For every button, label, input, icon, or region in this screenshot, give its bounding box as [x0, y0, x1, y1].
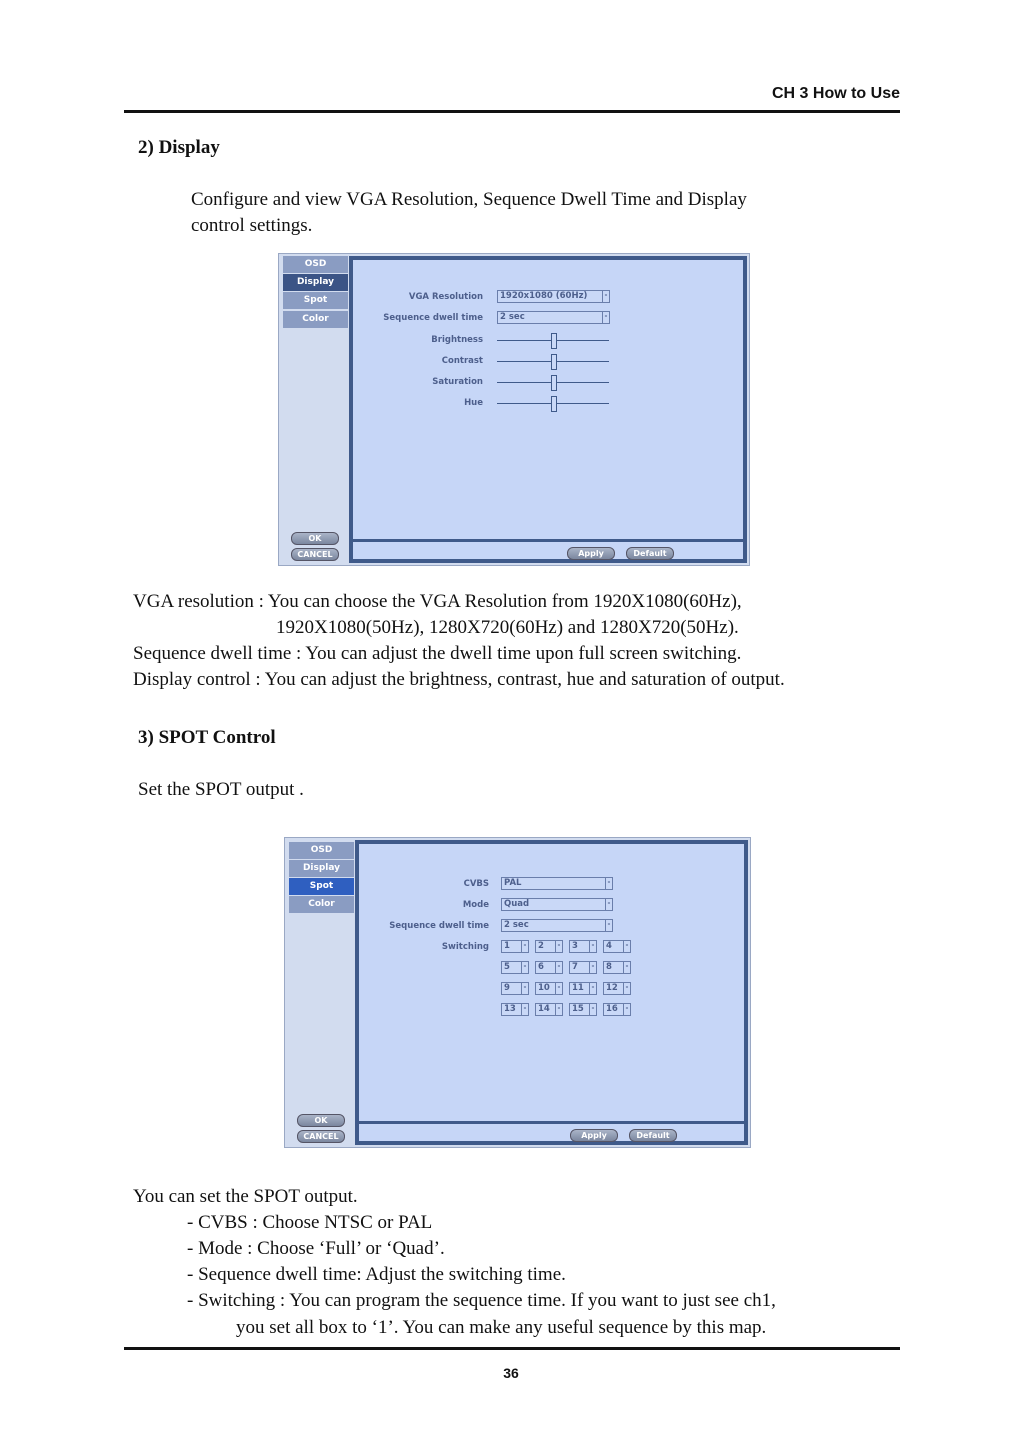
switching-value: 8: [606, 962, 612, 972]
chevron-down-icon: -: [521, 983, 528, 994]
contrast-slider[interactable]: [497, 361, 609, 362]
chevron-down-icon: -: [605, 899, 612, 910]
switching-select[interactable]: [603, 961, 631, 974]
default-button[interactable]: Default: [629, 1129, 677, 1142]
chevron-down-icon: -: [555, 962, 562, 973]
switching-value: 13: [504, 1004, 516, 1014]
chevron-down-icon: -: [602, 312, 609, 323]
switching-value: 14: [538, 1004, 550, 1014]
sidebar-item-osd[interactable]: OSD: [283, 256, 348, 273]
chevron-down-icon: -: [555, 941, 562, 952]
dwell-time-value: 2 sec: [500, 312, 525, 322]
chevron-down-icon: -: [521, 941, 528, 952]
switching-value: 9: [504, 983, 510, 993]
dwell-time-select[interactable]: [501, 919, 613, 932]
switching-select[interactable]: [501, 1003, 529, 1016]
sidebar-item-color[interactable]: Color: [283, 311, 348, 328]
dwell-time-label: Sequence dwell time: [389, 921, 489, 931]
hue-slider[interactable]: [497, 403, 609, 404]
chevron-down-icon: -: [555, 983, 562, 994]
slider-thumb[interactable]: [551, 354, 557, 370]
chevron-down-icon: -: [589, 962, 596, 973]
section-heading-display: 2) Display: [138, 137, 220, 158]
desc-vga-cont: 1920X1080(50Hz), 1280X720(60Hz) and 1280X720(50Hz).: [276, 617, 739, 638]
spot-settings-screenshot: [284, 837, 751, 1148]
spot-desc-switching-cont: you set all box to ‘1’. You can make any useful sequence by this map.: [236, 1317, 767, 1338]
switching-value: 6: [538, 962, 544, 972]
chevron-down-icon: -: [589, 1004, 596, 1015]
switching-value: 2: [538, 941, 544, 951]
switching-select[interactable]: [569, 1003, 597, 1016]
slider-thumb[interactable]: [551, 375, 557, 391]
switching-select[interactable]: [535, 961, 563, 974]
dwell-time-value: 2 sec: [504, 920, 529, 930]
panel-divider: [359, 1121, 744, 1124]
chapter-header: CH 3 How to Use: [771, 85, 900, 102]
sidebar-item-color[interactable]: Color: [289, 896, 354, 913]
chevron-down-icon: -: [623, 983, 630, 994]
switching-value: 7: [572, 962, 578, 972]
section-heading-spot: 3) SPOT Control: [138, 727, 276, 748]
cvbs-value: PAL: [504, 878, 522, 888]
ok-button[interactable]: OK: [291, 532, 339, 545]
switching-value: 15: [572, 1004, 584, 1014]
saturation-label: Saturation: [432, 377, 483, 387]
contrast-label: Contrast: [441, 356, 483, 366]
switching-value: 10: [538, 983, 550, 993]
dwell-time-label: Sequence dwell time: [383, 313, 483, 323]
sidebar-item-display[interactable]: Display: [283, 274, 348, 291]
chevron-down-icon: -: [605, 878, 612, 889]
switching-value: 5: [504, 962, 510, 972]
sidebar-item-osd[interactable]: OSD: [289, 842, 354, 859]
ok-button[interactable]: OK: [297, 1114, 345, 1127]
settings-panel: [349, 256, 747, 563]
spot-desc-cvbs: - CVBS : Choose NTSC or PAL: [187, 1212, 433, 1233]
vga-resolution-select[interactable]: [497, 290, 610, 303]
settings-panel: [355, 840, 748, 1145]
switching-select[interactable]: [535, 940, 563, 953]
sidebar-item-display[interactable]: Display: [289, 860, 354, 877]
switching-select[interactable]: [569, 961, 597, 974]
spot-desc-mode: - Mode : Choose ‘Full’ or ‘Quad’.: [187, 1238, 445, 1259]
panel-divider: [353, 539, 743, 542]
switching-select[interactable]: [603, 940, 631, 953]
switching-select[interactable]: [569, 940, 597, 953]
brightness-label: Brightness: [431, 335, 483, 345]
desc-display-control: Display control : You can adjust the brightness, contrast, hue and saturation of output.: [133, 669, 785, 690]
cvbs-label: CVBS: [463, 879, 489, 889]
display-intro-2: control settings.: [191, 215, 313, 236]
chevron-down-icon: -: [521, 1004, 528, 1015]
spot-desc-switching: - Switching : You can program the sequence time. If you want to just see ch1,: [187, 1290, 776, 1311]
brightness-slider[interactable]: [497, 340, 609, 341]
spot-desc-dwell: - Sequence dwell time: Adjust the switching time.: [187, 1264, 566, 1285]
switching-value: 12: [606, 983, 618, 993]
switching-value: 11: [572, 983, 584, 993]
display-settings-screenshot: [278, 253, 750, 566]
switching-select[interactable]: [535, 982, 563, 995]
saturation-slider[interactable]: [497, 382, 609, 383]
apply-button[interactable]: Apply: [570, 1129, 618, 1142]
switching-value: 16: [606, 1004, 618, 1014]
switching-value: 3: [572, 941, 578, 951]
chevron-down-icon: -: [589, 983, 596, 994]
switching-select[interactable]: [501, 982, 529, 995]
slider-thumb[interactable]: [551, 396, 557, 412]
chevron-down-icon: -: [555, 1004, 562, 1015]
switching-value: 1: [504, 941, 510, 951]
header-rule: [124, 110, 900, 113]
chevron-down-icon: -: [589, 941, 596, 952]
switching-select[interactable]: [603, 982, 631, 995]
chevron-down-icon: -: [602, 291, 609, 302]
cvbs-select[interactable]: [501, 877, 613, 890]
dwell-time-select[interactable]: [497, 311, 610, 324]
mode-select[interactable]: [501, 898, 613, 911]
spot-desc-intro: You can set the SPOT output.: [133, 1186, 358, 1207]
sidebar-item-spot[interactable]: Spot: [289, 878, 354, 895]
sidebar-item-spot[interactable]: Spot: [283, 292, 348, 309]
chevron-down-icon: -: [623, 941, 630, 952]
cancel-button[interactable]: CANCEL: [297, 1130, 345, 1143]
switching-value: 4: [606, 941, 612, 951]
vga-resolution-value: 1920x1080 (60Hz): [500, 291, 588, 301]
page-number: 36: [503, 1365, 519, 1381]
apply-button[interactable]: Apply: [567, 547, 615, 560]
switching-select[interactable]: [501, 940, 529, 953]
vga-resolution-label: VGA Resolution: [408, 292, 483, 302]
chevron-down-icon: -: [605, 920, 612, 931]
chevron-down-icon: -: [521, 962, 528, 973]
spot-intro: Set the SPOT output .: [138, 779, 304, 800]
chevron-down-icon: -: [623, 962, 630, 973]
switching-select[interactable]: [535, 1003, 563, 1016]
cancel-button[interactable]: CANCEL: [291, 548, 339, 561]
default-button[interactable]: Default: [626, 547, 674, 560]
slider-thumb[interactable]: [551, 333, 557, 349]
hue-label: Hue: [464, 398, 483, 408]
desc-vga: VGA resolution : You can choose the VGA Resolution from 1920X1080(60Hz),: [133, 591, 742, 612]
footer-rule: [124, 1347, 900, 1350]
mode-label: Mode: [462, 900, 489, 910]
display-intro: Configure and view VGA Resolution, Sequence Dwell Time and Display: [191, 189, 747, 210]
switching-select[interactable]: [603, 1003, 631, 1016]
chevron-down-icon: -: [623, 1004, 630, 1015]
desc-dwell: Sequence dwell time : You can adjust the dwell time upon full screen switching.: [133, 643, 742, 664]
switching-label: Switching: [441, 942, 489, 952]
switching-select[interactable]: [501, 961, 529, 974]
switching-select[interactable]: [569, 982, 597, 995]
mode-value: Quad: [504, 899, 530, 909]
